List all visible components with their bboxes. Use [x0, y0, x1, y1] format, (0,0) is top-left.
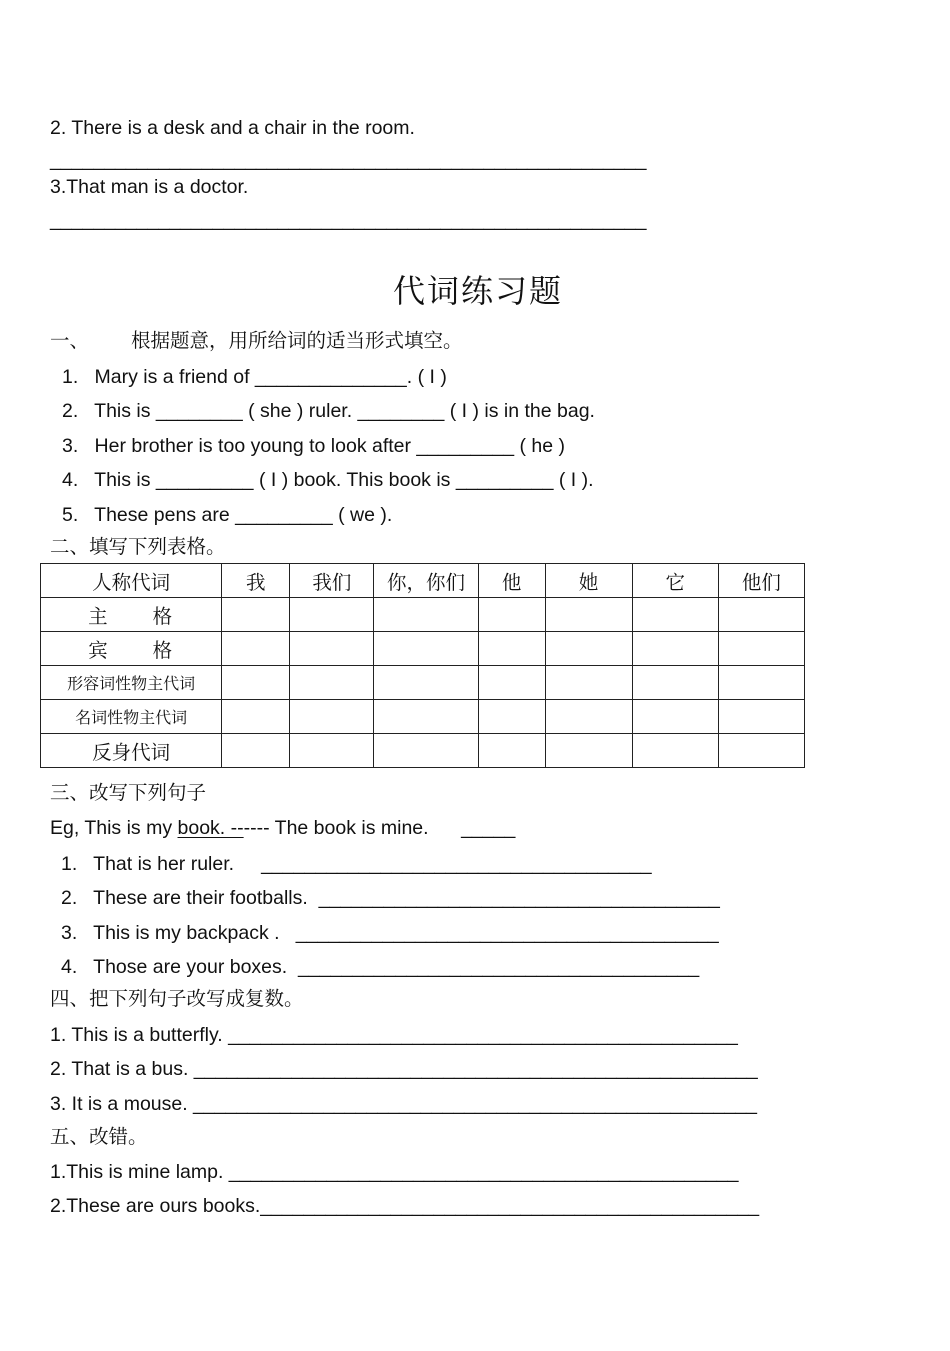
table-header-cell: 他们 [718, 564, 804, 598]
table-header-cell: 它 [632, 564, 718, 598]
rewrite-item: 4. Those are your boxes. _____________________________________ [61, 956, 700, 978]
question-3: 3.That man is a doctor. [50, 176, 249, 198]
table-header-cell: 我 [222, 564, 290, 598]
blank-cell[interactable] [222, 700, 290, 734]
fill-item: 1. Mary is a friend of ______________. ( I ) [62, 366, 447, 388]
page-title: 代词练习题 [393, 272, 564, 310]
section-4-heading: 四、把下列句子改写成复数。 [50, 987, 304, 1010]
rewrite-item: 2. These are their footballs. _____________________________________ [61, 887, 720, 909]
table-row [41, 632, 805, 666]
blank-cell[interactable] [545, 632, 632, 666]
table-header-cell: 你，你们 [374, 564, 478, 598]
blank-cell[interactable] [222, 598, 290, 632]
blank-cell[interactable] [545, 666, 632, 700]
rewrite-item: 3. This is my backpack . _______________________________________ [61, 922, 719, 944]
example-underlined-word: book. -- [177, 817, 244, 839]
blank-cell[interactable] [478, 734, 545, 768]
blank-cell[interactable] [632, 666, 718, 700]
blank-cell[interactable] [478, 700, 545, 734]
blank-cell[interactable] [374, 598, 478, 632]
blank-cell[interactable] [632, 632, 718, 666]
row-label: 反身代词 [41, 734, 222, 768]
section-3-heading: 三、改写下列句子 [50, 781, 207, 804]
table-header-row [41, 564, 805, 598]
table-row [41, 666, 805, 700]
example-line [50, 816, 515, 840]
rewrite-item: 1. That is her ruler. ____________________________________ [61, 853, 652, 875]
row-label: 宾 格 [41, 632, 222, 666]
blank-cell[interactable] [290, 666, 374, 700]
blank-cell[interactable] [290, 632, 374, 666]
blank-cell[interactable] [545, 700, 632, 734]
row-label: 形容词性物主代词 [41, 666, 222, 700]
blank-cell[interactable] [632, 598, 718, 632]
section-1-number: 一、 [50, 329, 90, 352]
blank-cell[interactable] [718, 734, 804, 768]
plural-item: 1. This is a butterfly. _______________________________________________ [50, 1024, 738, 1046]
table-header-cell: 人称代词 [41, 564, 222, 598]
blank-cell[interactable] [545, 734, 632, 768]
blank-cell[interactable] [222, 632, 290, 666]
table-row [41, 598, 805, 632]
question-2: 2. There is a desk and a chair in the room. [50, 117, 415, 139]
blank-cell[interactable] [718, 632, 804, 666]
blank-cell[interactable] [290, 734, 374, 768]
fill-item: 4. This is _________ ( I ) book. This book is _________ ( I ). [62, 469, 594, 491]
row-label: 主 格 [41, 598, 222, 632]
blank-cell[interactable] [374, 734, 478, 768]
row-label: 名词性物主代词 [41, 700, 222, 734]
section-2-heading: 二、填写下列表格。 [50, 535, 226, 558]
table-header-cell: 她 [545, 564, 632, 598]
blank-cell[interactable] [632, 734, 718, 768]
blank-cell[interactable] [374, 632, 478, 666]
table-row [41, 700, 805, 734]
fill-item: 2. This is ________ ( she ) ruler. ________ ( I ) is in the bag. [62, 400, 595, 422]
blank-cell[interactable] [478, 632, 545, 666]
blank-cell[interactable] [478, 666, 545, 700]
blank-cell[interactable] [718, 598, 804, 632]
plural-item: 2. That is a bus. ____________________________________________________ [50, 1058, 758, 1080]
section-1-heading: 根据题意，用所给词的适当形式填空。 [131, 329, 463, 352]
blank-cell[interactable] [290, 598, 374, 632]
plural-item: 3. It is a mouse. ____________________________________________________ [50, 1093, 757, 1115]
correction-item: 1.This is mine lamp. _______________________________________________ [50, 1161, 739, 1183]
blank-cell[interactable] [718, 700, 804, 734]
answer-blank: _______________________________________________________ [50, 149, 647, 171]
table-header-cell: 我们 [290, 564, 374, 598]
blank-cell[interactable] [222, 734, 290, 768]
table-header-cell: 他 [478, 564, 545, 598]
section-5-heading: 五、改错。 [50, 1125, 148, 1148]
blank-cell[interactable] [718, 666, 804, 700]
blank-cell[interactable] [222, 666, 290, 700]
example-suffix: ---- The book is mine. _____ [243, 817, 516, 839]
blank-cell[interactable] [632, 700, 718, 734]
blank-cell[interactable] [374, 666, 478, 700]
fill-item: 3. Her brother is too young to look after _________ ( he ) [62, 435, 565, 457]
fill-item: 5. These pens are _________ ( we ). [62, 504, 393, 526]
table-row [41, 734, 805, 768]
blank-cell[interactable] [374, 700, 478, 734]
answer-blank: _______________________________________________________ [50, 209, 647, 231]
pronoun-table [40, 563, 805, 768]
blank-cell[interactable] [478, 598, 545, 632]
blank-cell[interactable] [290, 700, 374, 734]
correction-item: 2.These are ours books.______________________________________________ [50, 1195, 760, 1217]
example-prefix: Eg, This is my [50, 817, 178, 839]
blank-cell[interactable] [545, 598, 632, 632]
